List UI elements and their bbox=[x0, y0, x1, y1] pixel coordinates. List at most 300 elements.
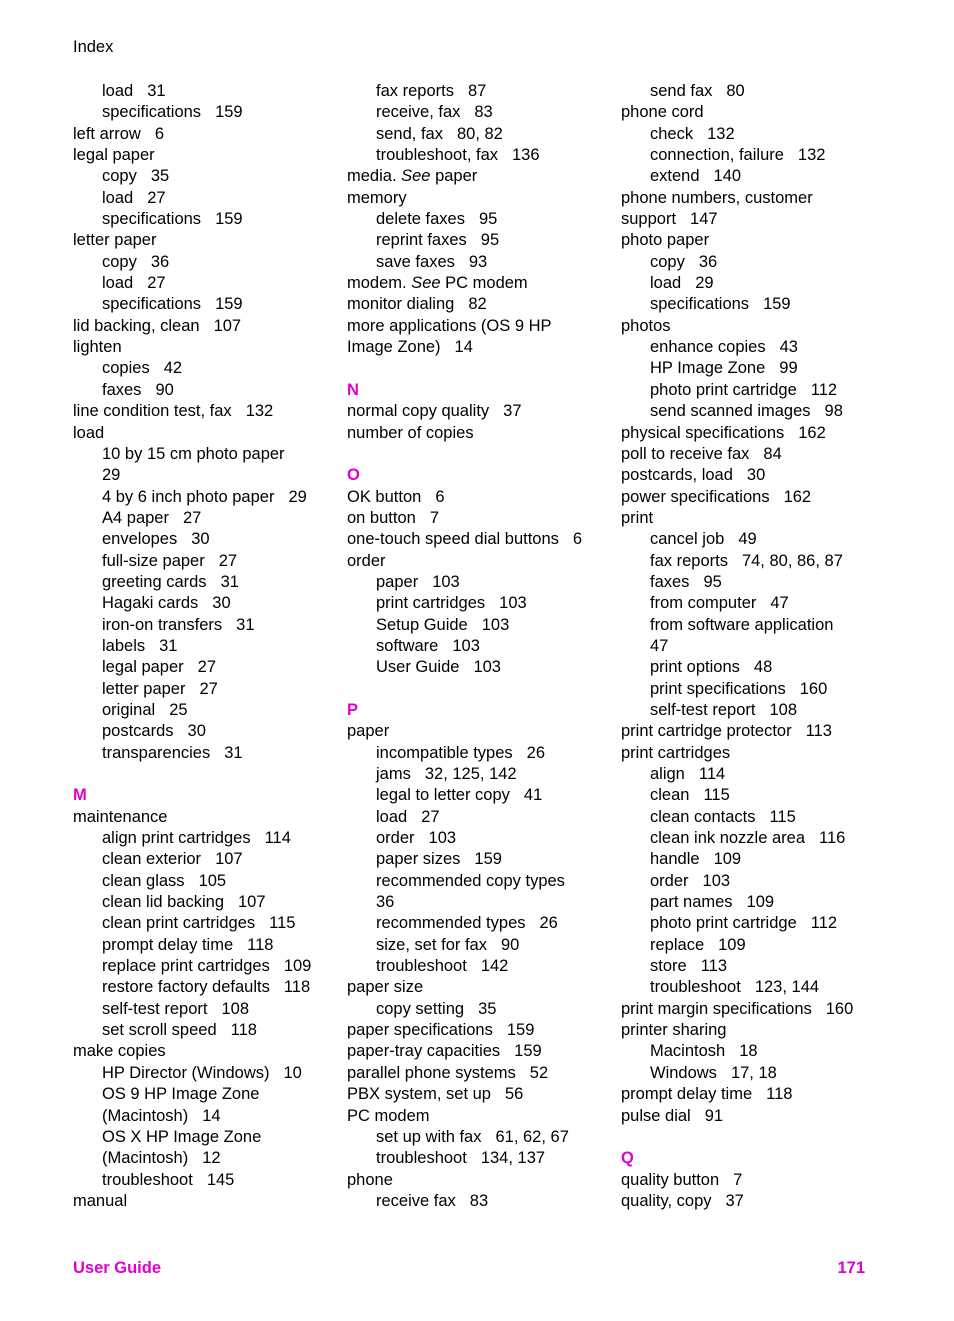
page-reference: 113 bbox=[805, 722, 832, 741]
index-term: fax reports bbox=[650, 551, 728, 570]
index-column-1 bbox=[73, 81, 335, 1212]
index-term: parallel phone systems bbox=[347, 1063, 516, 1082]
page-reference: 30 bbox=[212, 594, 231, 613]
index-entry bbox=[621, 1191, 883, 1212]
index-entry bbox=[347, 423, 609, 444]
index-term: load bbox=[73, 423, 105, 442]
index-term: OS 9 HP Image Zone bbox=[102, 1085, 260, 1104]
index-subentry bbox=[621, 849, 883, 870]
index-subentry bbox=[73, 977, 335, 998]
index-subentry bbox=[621, 252, 883, 273]
index-term: envelopes bbox=[102, 530, 178, 549]
index-term: part names bbox=[650, 893, 733, 912]
index-entry bbox=[73, 1191, 335, 1212]
index-subentry bbox=[347, 807, 609, 828]
index-subentry bbox=[73, 358, 335, 379]
index-entry bbox=[73, 423, 335, 444]
index-term: letter paper bbox=[73, 231, 157, 250]
index-entry bbox=[347, 487, 609, 508]
index-term: recommended types bbox=[376, 914, 526, 933]
index-term: photo print cartridge bbox=[650, 914, 797, 933]
index-term: lighten bbox=[73, 338, 122, 357]
index-term: media. bbox=[347, 167, 397, 186]
index-term: restore factory defaults bbox=[102, 978, 270, 997]
index-term: paper bbox=[376, 572, 419, 591]
index-term: print cartridges bbox=[621, 743, 731, 762]
index-subentry bbox=[73, 273, 335, 294]
index-term: troubleshoot bbox=[650, 978, 741, 997]
page-reference: 147 bbox=[690, 210, 718, 229]
index-term: receive fax bbox=[376, 1191, 456, 1210]
index-entry-continuation bbox=[621, 209, 883, 230]
index-term: send fax bbox=[650, 82, 713, 100]
index-subentry bbox=[621, 1041, 883, 1062]
index-subentry bbox=[347, 252, 609, 273]
page-reference: 6 bbox=[572, 530, 583, 549]
index-subentry bbox=[347, 593, 609, 614]
index-term: specifications bbox=[102, 295, 202, 314]
index-term: replace bbox=[650, 935, 705, 954]
index-term: print options bbox=[650, 658, 740, 677]
index-subentry bbox=[73, 444, 335, 465]
index-term: print margin specifications bbox=[621, 999, 812, 1018]
index-subentry bbox=[347, 657, 609, 678]
page-reference: 18 bbox=[739, 1042, 758, 1061]
index-subentry bbox=[621, 700, 883, 721]
page-reference: 52 bbox=[529, 1063, 549, 1082]
index-subentry bbox=[73, 913, 335, 934]
index-term: make copies bbox=[73, 1042, 166, 1061]
index-term: Windows bbox=[650, 1063, 717, 1082]
index-subentry bbox=[347, 764, 609, 785]
index-term: clean glass bbox=[102, 871, 185, 890]
page-reference: 30 bbox=[191, 530, 210, 549]
page-reference: 82 bbox=[468, 295, 487, 314]
index-subentry bbox=[73, 871, 335, 892]
page-reference: 132 bbox=[707, 124, 735, 143]
index-term: connection, failure bbox=[650, 146, 784, 165]
index-term: monitor dialing bbox=[347, 295, 455, 314]
index-term: send scanned images bbox=[650, 402, 811, 421]
page-reference: 142 bbox=[480, 957, 509, 976]
index-entry bbox=[73, 124, 335, 145]
index-subentry-continuation bbox=[73, 465, 335, 486]
index-term: maintenance bbox=[73, 807, 168, 826]
index-entry bbox=[621, 316, 883, 337]
index-subentry bbox=[73, 721, 335, 742]
index-term: enhance copies bbox=[650, 338, 766, 357]
index-term: memory bbox=[347, 188, 407, 207]
page-reference: 159 bbox=[506, 1021, 535, 1040]
index-subentry bbox=[73, 935, 335, 956]
page-reference: 80 bbox=[726, 82, 745, 100]
index-term: paper bbox=[347, 722, 390, 741]
index-entry bbox=[73, 337, 335, 358]
index-subentry bbox=[73, 657, 335, 678]
page-reference: 35 bbox=[478, 999, 497, 1018]
index-term: lid backing, clean bbox=[73, 316, 200, 335]
index-section-letter: P bbox=[347, 700, 359, 719]
index-term: print bbox=[621, 508, 654, 527]
index-subentry bbox=[347, 124, 609, 145]
page-reference: 118 bbox=[247, 935, 274, 954]
index-term: fax reports bbox=[376, 82, 454, 100]
page-reference: 31 bbox=[159, 636, 178, 655]
page-reference: 29 bbox=[288, 487, 307, 506]
index-term: phone numbers, customer bbox=[621, 188, 813, 207]
index-entry bbox=[347, 273, 609, 294]
index-subentry bbox=[621, 764, 883, 785]
page-reference: 107 bbox=[213, 316, 242, 335]
index-subentry bbox=[621, 358, 883, 379]
page-reference: 74, 80, 86, 87 bbox=[741, 551, 843, 570]
index-subentry bbox=[347, 81, 609, 102]
page-reference: 109 bbox=[718, 935, 746, 954]
index-term: print specifications bbox=[650, 679, 786, 698]
index-term: load bbox=[102, 188, 134, 207]
index-term: reprint faxes bbox=[376, 231, 467, 250]
index-subentry bbox=[347, 913, 609, 934]
page-reference: 113 bbox=[700, 957, 727, 976]
page-reference: 112 bbox=[810, 380, 838, 399]
page-reference: 103 bbox=[499, 594, 527, 613]
page-reference: 27 bbox=[197, 658, 217, 677]
page-reference: 132 bbox=[245, 402, 274, 421]
page-reference: 105 bbox=[198, 871, 227, 890]
index-term: software bbox=[376, 636, 439, 655]
page-reference: 83 bbox=[474, 103, 493, 122]
page-reference: 103 bbox=[702, 871, 731, 890]
index-term: troubleshoot bbox=[376, 1149, 467, 1168]
page-reference: 32, 125, 142 bbox=[424, 765, 517, 783]
index-term: manual bbox=[73, 1191, 128, 1210]
index-subentry bbox=[347, 999, 609, 1020]
index-subentry bbox=[73, 166, 335, 187]
index-term: faxes bbox=[650, 572, 690, 591]
page-reference: 103 bbox=[452, 636, 480, 655]
index-term: physical specifications bbox=[621, 423, 785, 442]
index-term: copy bbox=[102, 167, 137, 186]
index-subentry bbox=[347, 871, 609, 892]
index-term: incompatible types bbox=[376, 743, 513, 762]
index-term: more applications (OS 9 HP bbox=[347, 316, 552, 335]
index-term: check bbox=[650, 124, 694, 143]
index-term: Hagaki cards bbox=[102, 594, 199, 613]
index-term: power specifications bbox=[621, 487, 770, 506]
page-reference: 159 bbox=[215, 295, 243, 314]
index-term: paper sizes bbox=[376, 850, 461, 869]
index-subentry bbox=[73, 636, 335, 657]
index-entry bbox=[347, 529, 609, 550]
index-term: troubleshoot, fax bbox=[376, 146, 498, 165]
index-entry bbox=[347, 721, 609, 742]
index-entry bbox=[621, 1084, 883, 1105]
index-term: print cartridges bbox=[376, 594, 486, 613]
index-term: jams bbox=[376, 765, 411, 783]
index-subentry bbox=[347, 1127, 609, 1148]
index-term: photo print cartridge bbox=[650, 380, 797, 399]
index-entry bbox=[347, 1020, 609, 1041]
index-term: PC modem bbox=[347, 1106, 430, 1125]
index-subentry bbox=[347, 785, 609, 806]
index-subentry bbox=[621, 81, 883, 102]
page-reference: 108 bbox=[221, 999, 249, 1018]
index-subentry bbox=[73, 828, 335, 849]
index-entry bbox=[73, 230, 335, 251]
index-entry bbox=[621, 1020, 883, 1041]
page-reference: 115 bbox=[769, 807, 796, 826]
index-term: size, set for fax bbox=[376, 935, 487, 954]
page-reference: 90 bbox=[155, 380, 174, 399]
index-subentry bbox=[621, 657, 883, 678]
index-subentry bbox=[347, 743, 609, 764]
index-term: from computer bbox=[650, 594, 757, 613]
index-subentry bbox=[73, 294, 335, 315]
index-term: paper specifications bbox=[347, 1021, 493, 1040]
index-subentry bbox=[73, 380, 335, 401]
index-term: specifications bbox=[650, 295, 750, 314]
index-term: letter paper bbox=[102, 679, 186, 698]
page-reference: 91 bbox=[704, 1106, 724, 1125]
page-reference: 118 bbox=[230, 1021, 257, 1040]
index-subentry bbox=[621, 828, 883, 849]
page-reference: 109 bbox=[713, 850, 742, 869]
index-term: (Macintosh) bbox=[102, 1106, 189, 1125]
index-term: troubleshoot bbox=[376, 957, 467, 976]
page-reference: 159 bbox=[215, 210, 243, 229]
index-subentry bbox=[621, 913, 883, 934]
index-entry bbox=[347, 1084, 609, 1105]
index-term: printer sharing bbox=[621, 1021, 727, 1040]
index-subentry-continuation bbox=[621, 636, 883, 657]
index-subentry bbox=[621, 871, 883, 892]
index-subentry bbox=[73, 252, 335, 273]
page-reference: 114 bbox=[698, 765, 726, 783]
page-reference: 87 bbox=[467, 82, 487, 100]
index-term: HP Image Zone bbox=[650, 359, 766, 378]
running-header: Index bbox=[73, 38, 114, 56]
index-term: legal to letter copy bbox=[376, 786, 510, 805]
page-reference: 36 bbox=[698, 252, 718, 271]
index-entry bbox=[347, 1041, 609, 1062]
page-reference: 12 bbox=[202, 1149, 221, 1168]
index-term: clean ink nozzle area bbox=[650, 829, 806, 848]
see-reference-target: paper bbox=[435, 167, 478, 186]
index-subentry bbox=[73, 849, 335, 870]
index-entry bbox=[621, 230, 883, 251]
page-reference: 95 bbox=[480, 231, 500, 250]
index-subentry bbox=[621, 807, 883, 828]
index-term: labels bbox=[102, 636, 146, 655]
page-reference: 25 bbox=[169, 700, 188, 719]
index-term: 29 bbox=[102, 466, 121, 485]
index-term: store bbox=[650, 957, 687, 976]
page-reference: 61, 62, 67 bbox=[495, 1127, 569, 1146]
index-term: 10 by 15 cm photo paper bbox=[102, 444, 285, 463]
index-term: greeting cards bbox=[102, 572, 207, 591]
index-term: handle bbox=[650, 850, 700, 869]
page-reference: 109 bbox=[283, 957, 312, 976]
index-term: line condition test, fax bbox=[73, 402, 232, 421]
index-entry bbox=[73, 807, 335, 828]
page-reference: 83 bbox=[469, 1191, 489, 1210]
page-reference: 159 bbox=[763, 295, 791, 314]
index-term: paper size bbox=[347, 978, 424, 997]
index-subentry bbox=[621, 1063, 883, 1084]
index-entry bbox=[347, 166, 609, 187]
index-entry bbox=[347, 508, 609, 529]
index-subentry bbox=[73, 743, 335, 764]
page-reference: 43 bbox=[779, 338, 798, 357]
index-term: order bbox=[650, 871, 689, 890]
index-subentry bbox=[621, 572, 883, 593]
index-subentry bbox=[347, 956, 609, 977]
index-term: PBX system, set up bbox=[347, 1085, 491, 1104]
index-subentry bbox=[621, 337, 883, 358]
page-reference: 162 bbox=[798, 423, 826, 442]
index-subentry bbox=[73, 1170, 335, 1191]
page-reference: 90 bbox=[500, 935, 520, 954]
index-term: save faxes bbox=[376, 252, 455, 271]
index-term: load bbox=[102, 274, 134, 293]
page-reference: 30 bbox=[746, 466, 766, 485]
index-term: order bbox=[376, 829, 415, 848]
index-subentry bbox=[621, 679, 883, 700]
index-subentry bbox=[621, 956, 883, 977]
index-entry bbox=[347, 188, 609, 209]
index-entry bbox=[73, 1041, 335, 1062]
page-reference: 136 bbox=[512, 146, 540, 165]
page-reference: 118 bbox=[283, 978, 311, 997]
index-subentry bbox=[621, 273, 883, 294]
index-subentry bbox=[73, 487, 335, 508]
page-reference: 103 bbox=[481, 615, 510, 634]
index-entry bbox=[621, 465, 883, 486]
page-reference: 114 bbox=[264, 829, 291, 848]
index-subentry bbox=[347, 1191, 609, 1212]
index-term: faxes bbox=[102, 380, 142, 399]
index-term: specifications bbox=[102, 103, 202, 122]
page-reference: 115 bbox=[703, 786, 730, 805]
page-reference: 31 bbox=[220, 572, 239, 591]
index-subentry bbox=[73, 188, 335, 209]
page-reference: 47 bbox=[770, 594, 789, 613]
page-reference: 107 bbox=[215, 850, 243, 869]
index-entry bbox=[73, 145, 335, 166]
index-section-letter: N bbox=[347, 380, 359, 399]
page-reference: 99 bbox=[779, 359, 798, 378]
index-entry bbox=[347, 1170, 609, 1191]
index-subentry bbox=[621, 892, 883, 913]
index-section-letter: M bbox=[73, 786, 87, 805]
page-reference: 159 bbox=[474, 850, 502, 869]
page-reference: 98 bbox=[824, 402, 843, 421]
index-entry bbox=[621, 102, 883, 123]
index-subentry bbox=[73, 209, 335, 230]
index-term: phone cord bbox=[621, 103, 704, 122]
page-reference: 93 bbox=[468, 252, 488, 271]
index-subentry bbox=[73, 81, 335, 102]
index-term: photos bbox=[621, 316, 671, 335]
index-entry bbox=[347, 1063, 609, 1084]
index-term: Image Zone) bbox=[347, 338, 441, 357]
page-reference: 30 bbox=[187, 722, 206, 741]
index-subentry-continuation bbox=[73, 1106, 335, 1127]
page-reference: 116 bbox=[819, 829, 846, 848]
index-term: pulse dial bbox=[621, 1106, 691, 1125]
index-term: set scroll speed bbox=[102, 1021, 217, 1040]
page-reference: 159 bbox=[514, 1042, 542, 1061]
index-term: load bbox=[102, 82, 134, 100]
index-entry bbox=[347, 294, 609, 315]
index-term: HP Director (Windows) bbox=[102, 1063, 270, 1082]
index-term: paper-tray capacities bbox=[347, 1042, 501, 1061]
page-reference: 115 bbox=[269, 914, 296, 933]
page-reference: 10 bbox=[283, 1063, 302, 1082]
page-reference: 27 bbox=[421, 807, 440, 826]
index-term: clean contacts bbox=[650, 807, 756, 826]
index-entry bbox=[621, 487, 883, 508]
index-subentry bbox=[73, 700, 335, 721]
index-subentry bbox=[347, 615, 609, 636]
page-reference: 27 bbox=[147, 274, 166, 293]
see-reference-target: PC modem bbox=[445, 274, 528, 293]
page-reference: 27 bbox=[218, 551, 238, 570]
page-reference: 6 bbox=[154, 124, 165, 143]
index-entry bbox=[73, 401, 335, 422]
page-reference: 7 bbox=[733, 1170, 743, 1189]
index-term: phone bbox=[347, 1170, 393, 1189]
index-term: clean bbox=[650, 786, 690, 805]
index-subentry bbox=[73, 572, 335, 593]
index-entry bbox=[621, 508, 883, 529]
index-subentry-continuation bbox=[347, 892, 609, 913]
index-term: send, fax bbox=[376, 124, 443, 143]
index-term: support bbox=[621, 210, 677, 229]
index-term: quality button bbox=[621, 1170, 720, 1189]
page-reference: 27 bbox=[182, 508, 202, 527]
index-term: extend bbox=[650, 167, 700, 186]
see-reference-label: See bbox=[411, 274, 441, 293]
page-reference: 145 bbox=[206, 1170, 235, 1189]
index-subentry bbox=[347, 935, 609, 956]
page-reference: 29 bbox=[695, 274, 714, 293]
index-entry bbox=[347, 316, 609, 337]
index-term: original bbox=[102, 700, 156, 719]
index-term: photo paper bbox=[621, 231, 710, 250]
page-reference: 35 bbox=[150, 167, 170, 186]
index-term: print cartridge protector bbox=[621, 722, 792, 741]
index-term: troubleshoot bbox=[102, 1170, 193, 1189]
index-entry bbox=[621, 721, 883, 742]
index-subentry bbox=[621, 977, 883, 998]
index-term: self-test report bbox=[102, 999, 208, 1018]
page-reference: 132 bbox=[797, 146, 826, 165]
index-entry bbox=[621, 444, 883, 465]
index-term: Macintosh bbox=[650, 1042, 726, 1061]
index-section-letter: Q bbox=[621, 1149, 634, 1168]
page-reference: 48 bbox=[753, 658, 773, 677]
index-term: postcards bbox=[102, 722, 174, 741]
index-term: Setup Guide bbox=[376, 615, 468, 634]
page-reference: 80, 82 bbox=[456, 124, 503, 143]
page-reference: 36 bbox=[150, 252, 170, 271]
index-subentry bbox=[73, 1084, 335, 1105]
index-subentry bbox=[347, 636, 609, 657]
page-reference: 27 bbox=[199, 679, 218, 698]
index-entry bbox=[621, 423, 883, 444]
index-term: poll to receive fax bbox=[621, 444, 750, 463]
